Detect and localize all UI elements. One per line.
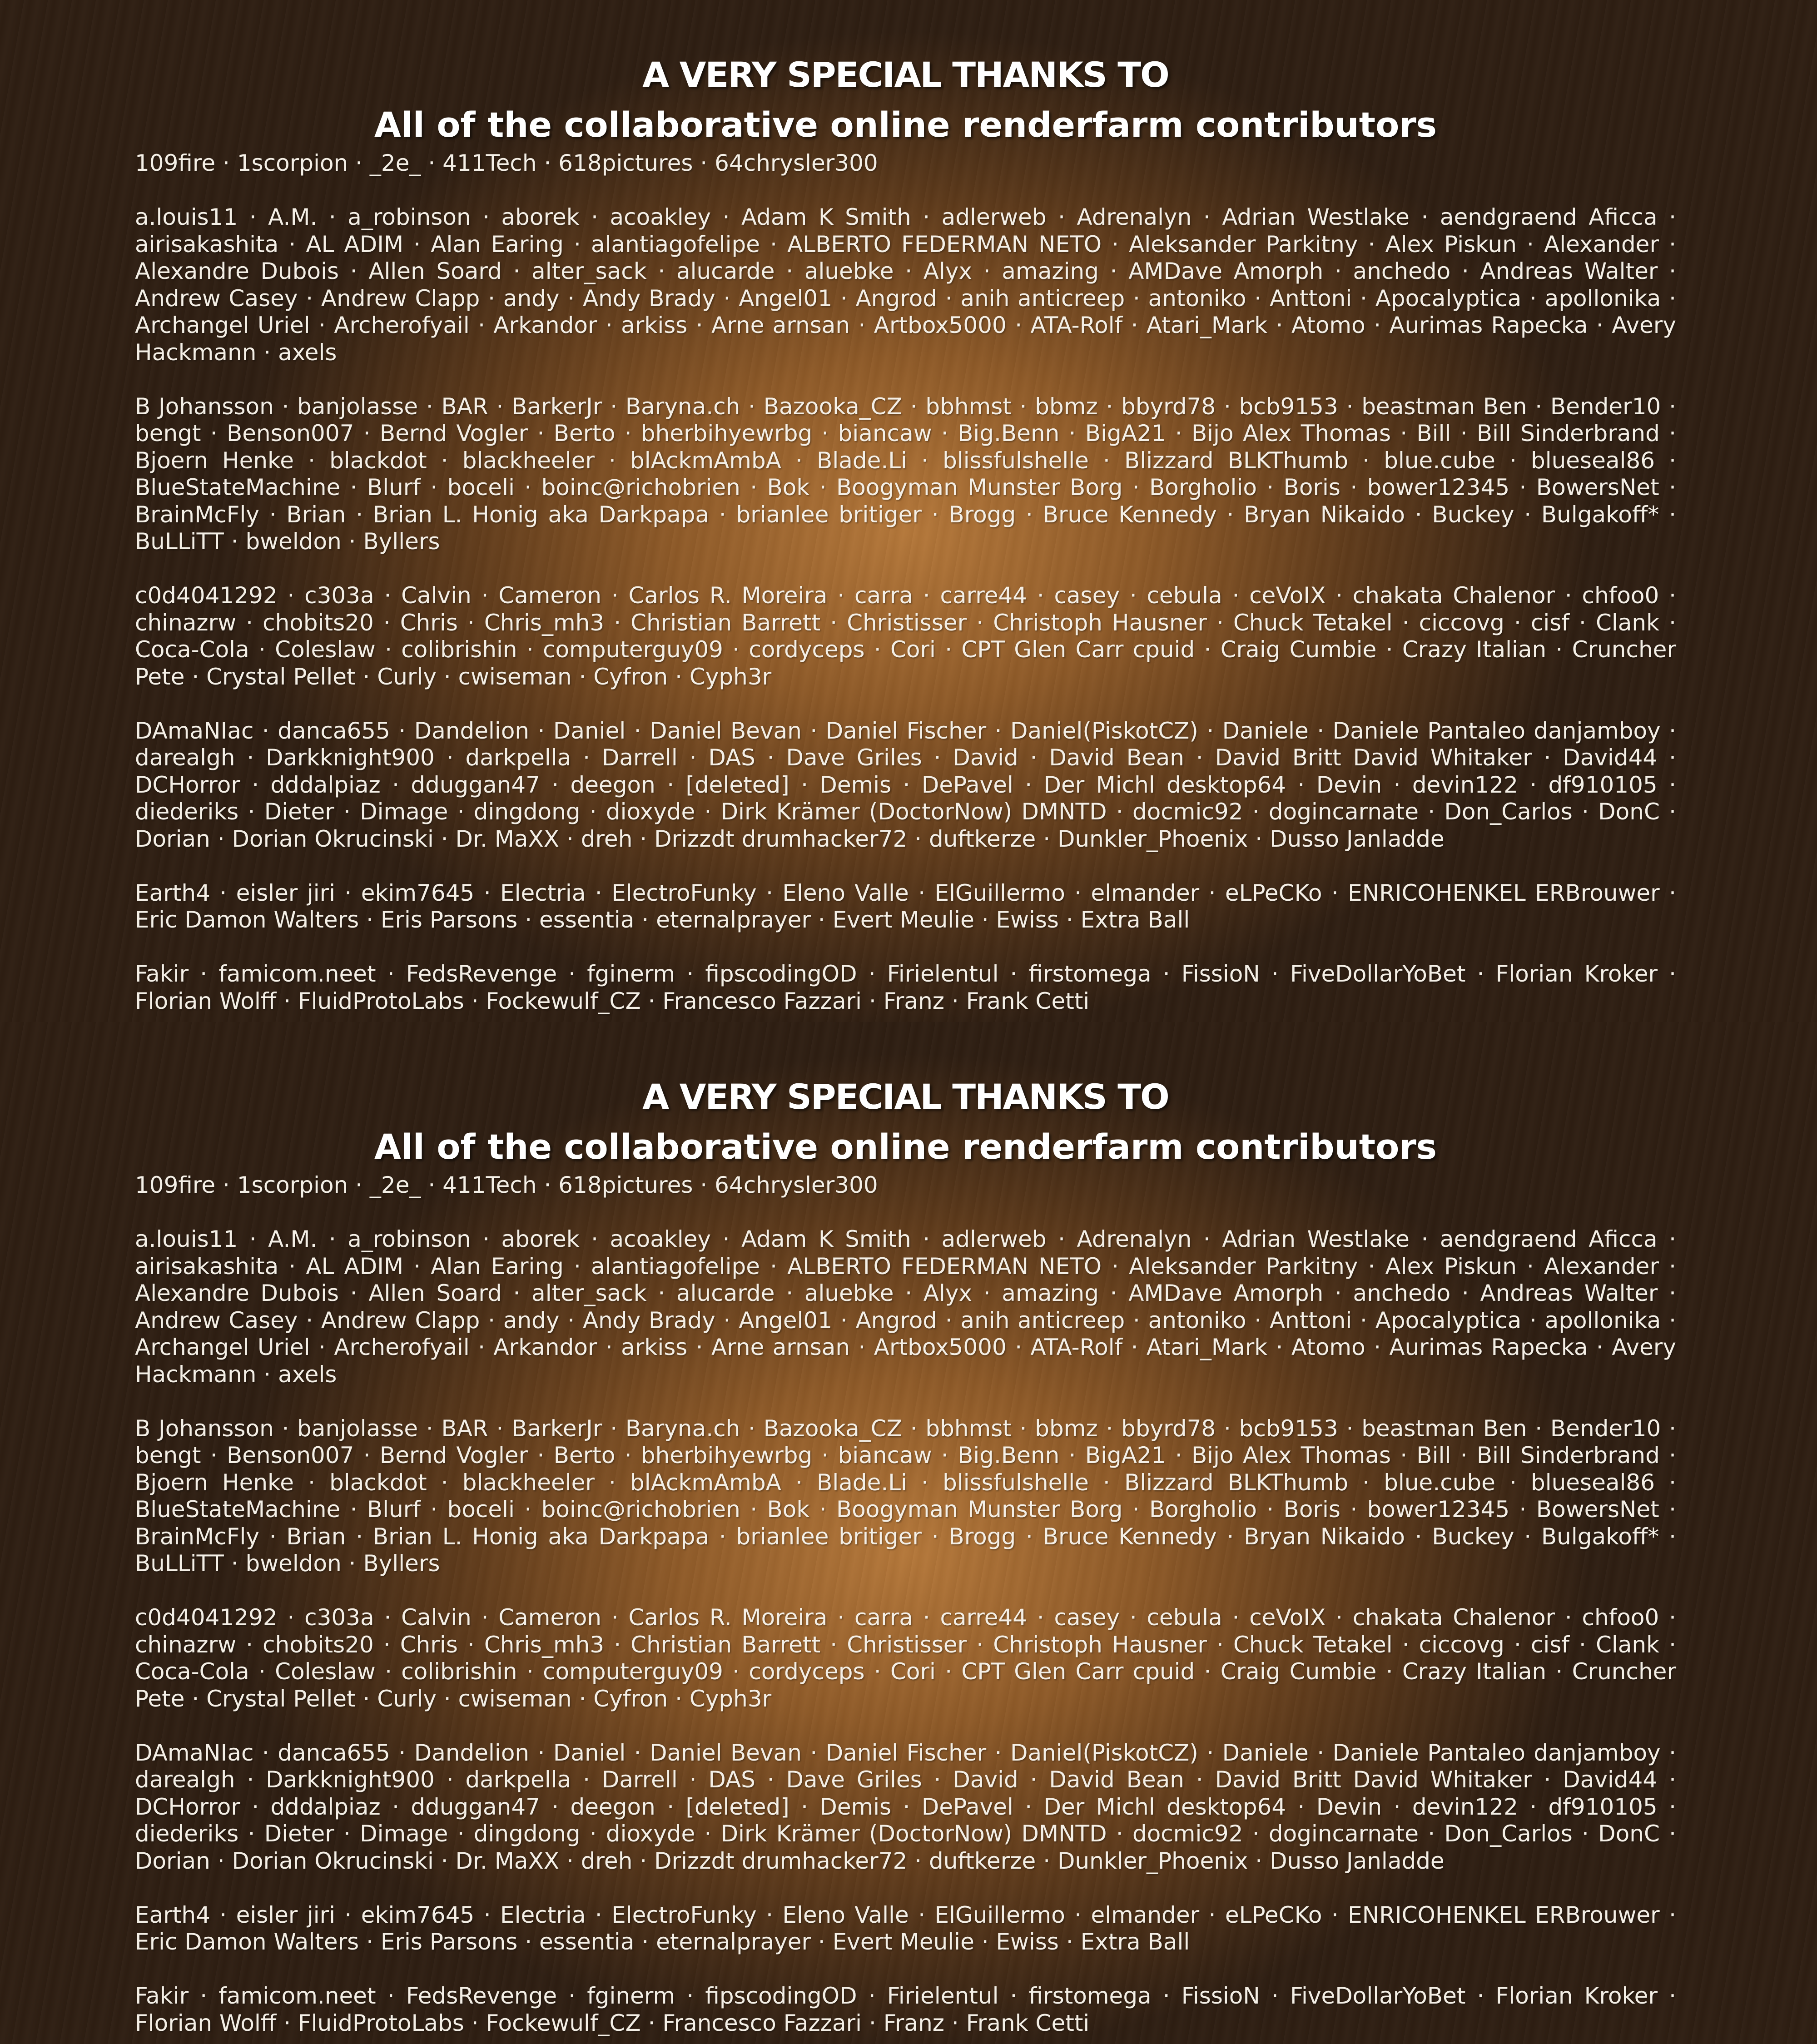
name-group-f: Fakir · famicom.neet · FedsRevenge · fginerm · fipscodingOD · Firielentul · firstomega · FissioN · FiveDollarYoBet · Florian Kroker · Florian Wolff · FluidProtoLabs · Fockewulf_CZ · Francesco Fazzari · Franz · Frank Cetti [135, 1983, 1676, 2036]
credits-content [135, 1072, 1676, 2044]
name-group-f: Fakir · famicom.neet · FedsRevenge · fginerm · fipscodingOD · Firielentul · firstomega · FissioN · FiveDollarYoBet · Florian Kroker · Florian Wolff · FluidProtoLabs · Fockewulf_CZ · Francesco Fazzari · Franz · Frank Cetti [135, 961, 1676, 1014]
name-group-b: B Johansson · banjolasse · BAR · BarkerJr · Baryna.ch · Bazooka_CZ · bbhmst · bbmz · bbyrd78 · bcb9153 · beastman Ben · Bender10 · bengt · Benson007 · Bernd Vogler · Berto · bherbihyewrbg · biancaw · Big.Benn · BigA21 · Bijo Alex Thomas · Bill · Bill Sinderbrand · Bjoern Henke · blackdot · blackheeler · blAckmAmbA · Blade.Li · blissfulshelle · Blizzard BLKThumb · blue.cube · blueseal86 · BlueStateMachine · Blurf · boceli · boinc@richobrien · Bok · Boogyman Munster Borg · Borgholio · Boris · bower12345 · BowersNet · BrainMcFly · Brian · Brian L. Honig aka Darkpapa · brianlee britiger · Brogg · Bruce Kennedy · Bryan Nikaido · Buckey · Bulgakoff* · BuLLiTT · bweldon · Byllers [135, 1415, 1676, 1577]
name-group-e: Earth4 · eisler jiri · ekim7645 · Electria · ElectroFunky · Eleno Valle · ElGuillermo · elmander · eLPeCKo · ENRICOHENKEL ERBrouwer · Eric Damon Walters · Eris Parsons · essentia · eternalprayer · Evert Meulie · Ewiss · Extra Ball [135, 879, 1676, 933]
contributors-heading: All of the collaborative online renderfarm contributors [374, 1126, 1437, 1167]
name-group-b: B Johansson · banjolasse · BAR · BarkerJr · Baryna.ch · Bazooka_CZ · bbhmst · bbmz · bbyrd78 · bcb9153 · beastman Ben · Bender10 · bengt · Benson007 · Bernd Vogler · Berto · bherbihyewrbg · biancaw · Big.Benn · BigA21 · Bijo Alex Thomas · Bill · Bill Sinderbrand · Bjoern Henke · blackdot · blackheeler · blAckmAmbA · Blade.Li · blissfulshelle · Blizzard BLKThumb · blue.cube · blueseal86 · BlueStateMachine · Blurf · boceli · boinc@richobrien · Bok · Boogyman Munster Borg · Borgholio · Boris · bower12345 · BowersNet · BrainMcFly · Brian · Brian L. Honig aka Darkpapa · brianlee britiger · Brogg · Bruce Kennedy · Bryan Nikaido · Buckey · Bulgakoff* · BuLLiTT · bweldon · Byllers [135, 393, 1676, 555]
name-group-d: DAmaNIac · danca655 · Dandelion · Daniel · Daniel Bevan · Daniel Fischer · Daniel(PiskotCZ) · Daniele · Daniele Pantaleo danjamboy · darealgh · Darkknight900 · darkpella · Darrell · DAS · Dave Griles · David · David Bean · David Britt David Whitaker · David44 · DCHorror · dddalpiaz · dduggan47 · deegon · [deleted] · Demis · DePavel · Der Michl desktop64 · Devin · devin122 · df910105 · diederiks · Dieter · Dimage · dingdong · dioxyde · Dirk Krämer (DoctorNow) DMNTD · docmic92 · dogincarnate · Don_Carlos · DonC · Dorian · Dorian Okrucinski · Dr. MaXX · dreh · Drizzdt drumhacker72 · duftkerze · Dunkler_Phoenix · Dusso Janladde [135, 1739, 1676, 1874]
name-group-numeric: 109fire · 1scorpion · _2e_ · 411Tech · 618pictures · 64chrysler300 [135, 150, 878, 176]
name-group-c: c0d4041292 · c303a · Calvin · Cameron · Carlos R. Moreira · carra · carre44 · casey · cebula · ceVoIX · chakata Chalenor · chfoo0 · chinazrw · chobits20 · Chris · Chris_mh3 · Christian Barrett · Christisser · Christoph Hausner · Chuck Tetakel · ciccovg · cisf · Clank · Coca-Cola · Coleslaw · colibrishin · computerguy09 · cordyceps · Cori · CPT Glen Carr cpuid · Craig Cumbie · Crazy Italian · Cruncher Pete · Crystal Pellet · Curly · cwiseman · Cyfron · Cyph3r [135, 582, 1676, 690]
name-group-d: DAmaNIac · danca655 · Dandelion · Daniel · Daniel Bevan · Daniel Fischer · Daniel(PiskotCZ) · Daniele · Daniele Pantaleo danjamboy · darealgh · Darkknight900 · darkpella · Darrell · DAS · Dave Griles · David · David Bean · David Britt David Whitaker · David44 · DCHorror · dddalpiaz · dduggan47 · deegon · [deleted] · Demis · DePavel · Der Michl desktop64 · Devin · devin122 · df910105 · diederiks · Dieter · Dimage · dingdong · dioxyde · Dirk Krämer (DoctorNow) DMNTD · docmic92 · dogincarnate · Don_Carlos · DonC · Dorian · Dorian Okrucinski · Dr. MaXX · dreh · Drizzdt drumhacker72 · duftkerze · Dunkler_Phoenix · Dusso Janladde [135, 717, 1676, 852]
name-group-a: a.louis11 · A.M. · a_robinson · aborek · acoakley · Adam K Smith · adlerweb · Adrenalyn · Adrian Westlake · aendgraend Aficca · airisakashita · AL ADIM · Alan Earing · alantiagofelipe · ALBERTO FEDERMAN NETO · Aleksander Parkitny · Alex Piskun · Alexander · Alexandre Dubois · Allen Soard · alter_sack · alucarde · aluebke · Alyx · amazing · AMDave Amorph · anchedo · Andreas Walter · Andrew Casey · Andrew Clapp · andy · Andy Brady · Angel01 · Angrod · anih anticreep · antoniko · Anttoni · Apocalyptica · apollonika · Archangel Uriel · Archerofyail · Arkandor · arkiss · Arne arnsan · Artbox5000 · ATA-Rolf · Atari_Mark · Atomo · Aurimas Rapecka · Avery Hackmann · axels [135, 204, 1676, 366]
special-thanks-heading: A VERY SPECIAL THANKS TO [642, 55, 1169, 95]
name-group-c: c0d4041292 · c303a · Calvin · Cameron · Carlos R. Moreira · carra · carre44 · casey · cebula · ceVoIX · chakata Chalenor · chfoo0 · chinazrw · chobits20 · Chris · Chris_mh3 · Christian Barrett · Christisser · Christoph Hausner · Chuck Tetakel · ciccovg · cisf · Clank · Coca-Cola · Coleslaw · colibrishin · computerguy09 · cordyceps · Cori · CPT Glen Carr cpuid · Craig Cumbie · Crazy Italian · Cruncher Pete · Crystal Pellet · Curly · cwiseman · Cyfron · Cyph3r [135, 1604, 1676, 1712]
contributors-heading: All of the collaborative online renderfarm contributors [374, 104, 1437, 145]
name-group-numeric: 109fire · 1scorpion · _2e_ · 411Tech · 618pictures · 64chrysler300 [135, 1172, 878, 1198]
name-group-a: a.louis11 · A.M. · a_robinson · aborek · acoakley · Adam K Smith · adlerweb · Adrenalyn · Adrian Westlake · aendgraend Aficca · airisakashita · AL ADIM · Alan Earing · alantiagofelipe · ALBERTO FEDERMAN NETO · Aleksander Parkitny · Alex Piskun · Alexander · Alexandre Dubois · Allen Soard · alter_sack · alucarde · aluebke · Alyx · amazing · AMDave Amorph · anchedo · Andreas Walter · Andrew Casey · Andrew Clapp · andy · Andy Brady · Angel01 · Angrod · anih anticreep · antoniko · Anttoni · Apocalyptica · apollonika · Archangel Uriel · Archerofyail · Arkandor · arkiss · Arne arnsan · Artbox5000 · ATA-Rolf · Atari_Mark · Atomo · Aurimas Rapecka · Avery Hackmann · axels [135, 1226, 1676, 1388]
special-thanks-heading: A VERY SPECIAL THANKS TO [642, 1077, 1169, 1117]
credits-panel-bottom [0, 1022, 1817, 2044]
name-group-e: Earth4 · eisler jiri · ekim7645 · Electria · ElectroFunky · Eleno Valle · ElGuillermo · elmander · eLPeCKo · ENRICOHENKEL ERBrouwer · Eric Damon Walters · Eris Parsons · essentia · eternalprayer · Evert Meulie · Ewiss · Extra Ball [135, 1901, 1676, 1955]
contributor-names [135, 1172, 1676, 2037]
credits-content [135, 50, 1676, 1022]
contributor-names [135, 150, 1676, 1015]
